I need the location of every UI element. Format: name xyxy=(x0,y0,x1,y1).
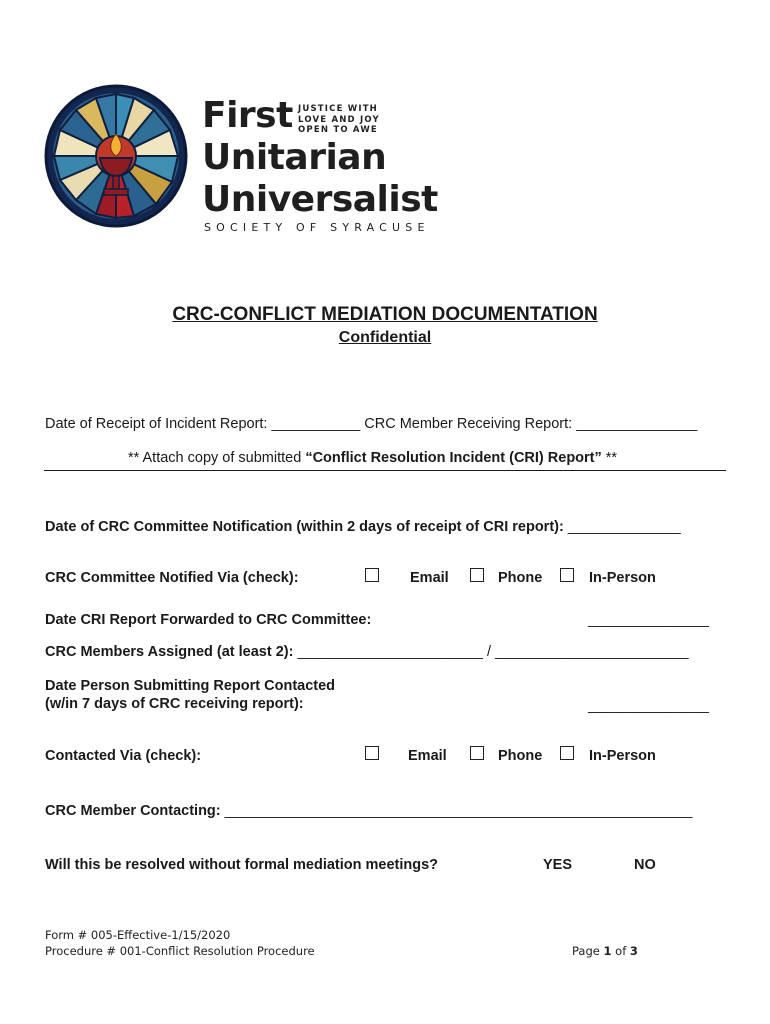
contacted-in-person-checkbox[interactable] xyxy=(560,746,574,760)
notification-row xyxy=(45,519,681,535)
contacted-date-line-2: (w/in 7 days of CRC receiving report): xyxy=(45,696,304,712)
page-number xyxy=(572,944,638,958)
assigned-separator: / xyxy=(487,644,492,660)
contacted-date-blank[interactable]: _______________ xyxy=(588,698,709,714)
footer-procedure: Procedure # 001-Conflict Resolution Procedure xyxy=(45,944,315,958)
assigned-label: CRC Members Assigned (at least 2): xyxy=(45,644,294,660)
contacted-phone-label: Phone xyxy=(498,748,543,764)
contacted-in-person-label: In-Person xyxy=(589,748,656,764)
contacted-via-label: Contacted Via (check): xyxy=(45,748,202,764)
attach-prefix: ** Attach copy of submitted xyxy=(128,450,306,466)
notified-email-label: Email xyxy=(410,570,449,586)
logo-tagline xyxy=(298,104,408,136)
contacted-date-line-1: Date Person Submitting Report Contacted xyxy=(45,678,336,694)
notification-label: Date of CRC Committee Notification (within 2 days of receipt of CRI report): xyxy=(45,519,564,535)
logo-word-first: First xyxy=(202,95,293,136)
receipt-member-blank[interactable]: _______________ xyxy=(576,416,698,432)
page-prefix: Page xyxy=(572,944,604,958)
receipt-row xyxy=(45,416,697,432)
page-current: 1 xyxy=(603,944,612,958)
page-subtitle: Confidential xyxy=(338,329,432,346)
resolved-no-option[interactable]: NO xyxy=(634,857,656,873)
logo-society: SOCIETY OF SYRACUSE xyxy=(204,221,430,234)
footer-form-number: Form # 005-Effective-1/15/2020 xyxy=(45,928,231,942)
page-of: of xyxy=(611,944,630,958)
logo-word-universalist: Universalist xyxy=(202,179,438,220)
attach-report-name: “Conflict Resolution Incident (CRI) Report” xyxy=(305,450,602,466)
notified-in-person-label: In-Person xyxy=(589,570,656,586)
page-title: CRC-CONFLICT MEDIATION DOCUMENTATION xyxy=(172,304,598,325)
member-contacting-blank[interactable]: __________________________________________________________ xyxy=(224,803,693,819)
assigned-row xyxy=(45,644,689,660)
contacted-phone-checkbox[interactable] xyxy=(470,746,484,760)
notification-blank[interactable]: ______________ xyxy=(567,519,681,535)
resolved-question: Will this be resolved without formal mediation meetings? xyxy=(45,857,439,873)
forwarded-label: Date CRI Report Forwarded to CRC Committee: xyxy=(45,612,372,628)
tagline-line-2: LOVE AND JOY xyxy=(298,114,380,125)
contacted-email-label: Email xyxy=(408,748,447,764)
notified-phone-checkbox[interactable] xyxy=(470,568,484,582)
tagline-line-1: JUSTICE WITH xyxy=(298,104,379,114)
notified-phone-label: Phone xyxy=(498,570,543,586)
resolved-yes-option[interactable]: YES xyxy=(543,857,573,873)
section-divider xyxy=(44,470,726,471)
forwarded-blank[interactable]: _______________ xyxy=(588,612,709,628)
notified-via-label: CRC Committee Notified Via (check): xyxy=(45,570,299,586)
attach-note xyxy=(128,450,617,466)
assigned-blank-1[interactable]: _______________________ xyxy=(297,644,483,660)
logo-emblem xyxy=(44,84,188,228)
member-contacting-label: CRC Member Contacting: xyxy=(45,803,221,819)
receipt-date-label: Date of Receipt of Incident Report: xyxy=(45,416,268,432)
receipt-date-blank[interactable]: ___________ xyxy=(271,416,361,432)
page-total: 3 xyxy=(629,944,638,958)
tagline-line-3: OPEN TO AWE xyxy=(298,125,378,135)
member-contacting-row xyxy=(45,803,692,819)
receipt-member-label: CRC Member Receiving Report: xyxy=(364,416,573,432)
notified-in-person-checkbox[interactable] xyxy=(560,568,574,582)
attach-suffix: ** xyxy=(601,450,618,466)
contacted-email-checkbox[interactable] xyxy=(365,746,379,760)
notified-email-checkbox[interactable] xyxy=(365,568,379,582)
assigned-blank-2[interactable]: ________________________ xyxy=(495,644,689,660)
logo-word-unitarian: Unitarian xyxy=(202,137,387,178)
